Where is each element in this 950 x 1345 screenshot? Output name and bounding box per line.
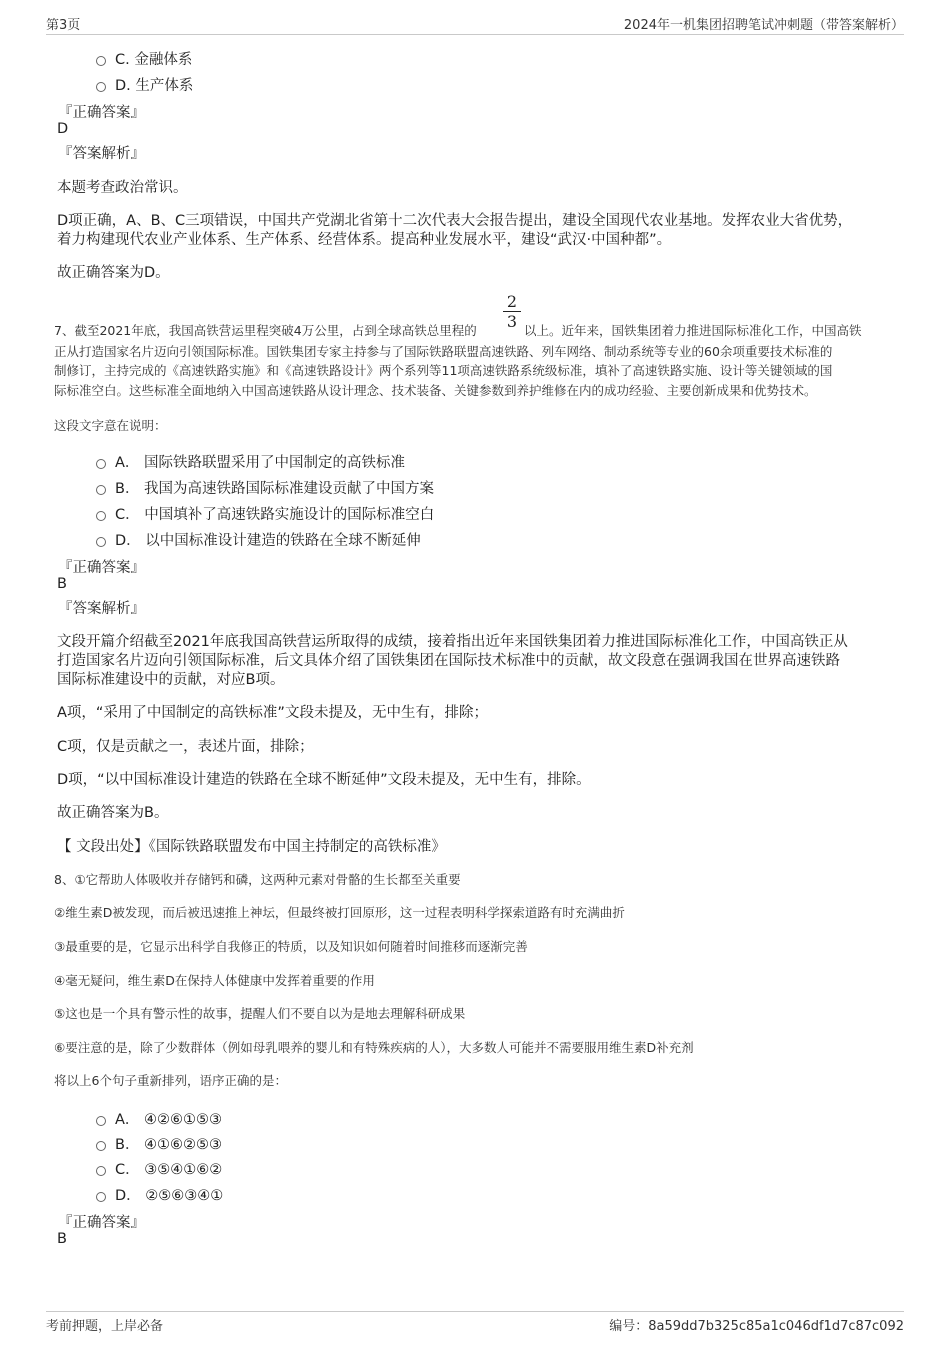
option-label: D. 生产体系 <box>115 78 194 94</box>
option-label: C． 中国填补了高速铁路实施设计的国际标准空白 <box>115 507 435 523</box>
q8-prompt: 将以上6个句子重新排列，语序正确的是： <box>54 1073 287 1088</box>
q7-analysis-c: C项，仅是贡献之一，表述片面，排除； <box>57 739 314 755</box>
q7-analysis-label: 『答案解析』 <box>58 601 145 617</box>
q8-answer-value: B <box>57 1231 67 1247</box>
document-code: 编号：8a59dd7b325c85a1c046df1d7c87c092 <box>609 1319 904 1334</box>
q6-answer-value: D <box>57 121 69 137</box>
q8-option-c[interactable] <box>96 1158 222 1179</box>
option-label: D． ②⑤⑥③④① <box>115 1188 224 1204</box>
q7-stem-line: 正从打造国家名片迈向引领国际标准。国铁集团专家主持参与了国际铁路联盟高速铁路、列车网络、制动系统等专业的60余项重要技术标准的 <box>54 344 833 359</box>
q7-answer-value: B <box>57 576 67 592</box>
q8-sentence: ⑤这也是一个具有警示性的故事，提醒人们不要自以为是地去理解科研成果 <box>54 1006 466 1021</box>
radio-icon[interactable] <box>96 485 106 495</box>
radio-icon[interactable] <box>96 1116 106 1126</box>
option-label: D． 以中国标准设计建造的铁路在全球不断延伸 <box>115 533 421 549</box>
q8-option-a[interactable] <box>96 1108 222 1129</box>
q6-analysis-line: 着力构建现代农业产业体系、生产体系、经营体系。提高种业发展水平，建设“武汉·中国种都”。 <box>57 232 672 248</box>
q7-source: 【 文段出处】《国际铁路联盟发布中国主持制定的高铁标准》 <box>57 839 446 855</box>
q7-option-a[interactable] <box>96 451 405 472</box>
q7-analysis-end: 故正确答案为B。 <box>57 805 169 821</box>
q8-answer-label: 『正确答案』 <box>58 1215 145 1231</box>
page-footer <box>46 1311 904 1334</box>
fraction-two-thirds <box>503 293 521 330</box>
q7-stem-after: 以上。近年来，国铁集团着力推进国际标准化工作，中国高铁 <box>524 323 862 338</box>
radio-icon[interactable] <box>96 1166 106 1176</box>
radio-icon[interactable] <box>96 1141 106 1151</box>
q6-option-d[interactable] <box>96 74 193 95</box>
q8-sentence: ④毫无疑问，维生素D在保持人体健康中发挥着重要的作用 <box>54 973 375 988</box>
radio-icon[interactable] <box>96 56 106 66</box>
q7-stem-line: 制修订，主持完成的《高速铁路实施》和《高速铁路设计》两个系列等11项高速铁路系统级标准，填补了高速铁路实施、设计等关键领域的国 <box>54 363 833 378</box>
radio-icon[interactable] <box>96 511 106 521</box>
q7-analysis-d: D项，“以中国标准设计建造的铁路在全球不断延伸”文段未提及，无中生有，排除。 <box>57 772 591 788</box>
option-label: A． ④②⑥①⑤③ <box>115 1112 223 1128</box>
q8-option-b[interactable] <box>96 1133 222 1154</box>
q6-answer-label: 『正确答案』 <box>58 105 145 121</box>
footer-slogan: 考前押题，上岸必备 <box>46 1319 164 1334</box>
radio-icon[interactable] <box>96 1192 106 1202</box>
q8-sentence: ③最重要的是，它显示出科学自我修正的特质，以及知识如何随着时间推移而逐渐完善 <box>54 939 528 954</box>
q8-option-d[interactable] <box>96 1184 223 1205</box>
q6-analysis-label: 『答案解析』 <box>58 146 145 162</box>
q7-answer-label: 『正确答案』 <box>58 560 145 576</box>
fraction-numerator: 2 <box>506 292 518 311</box>
page-number: 第3页 <box>46 18 81 33</box>
q7-option-c[interactable] <box>96 503 434 524</box>
page-header <box>46 14 904 35</box>
q7-option-d[interactable] <box>96 529 421 550</box>
q8-sentence: ⑥要注意的是，除了少数群体（例如母乳喂养的婴儿和有特殊疾病的人），大多数人可能并不需要服用维生素D补充剂 <box>54 1040 694 1055</box>
q8-sentence: 8、①它帮助人体吸收并存储钙和磷，这两种元素对骨骼的生长都至关重要 <box>54 872 461 887</box>
option-label: C． ③⑤④①⑥② <box>115 1162 223 1178</box>
q6-option-c[interactable] <box>96 48 192 69</box>
option-label: B． ④①⑥②⑤③ <box>115 1137 223 1153</box>
radio-icon[interactable] <box>96 459 106 469</box>
option-label: A． 国际铁路联盟采用了中国制定的高铁标准 <box>115 455 406 471</box>
fraction-denominator: 3 <box>506 312 518 331</box>
q7-stem-first: 7、截至2021年底，我国高铁营运里程突破4万公里，占到全球高铁总里程的 <box>54 323 477 338</box>
option-label: C. 金融体系 <box>115 52 193 68</box>
q8-sentence: ②维生素D被发现，而后被迅速推上神坛，但最终被打回原形，这一过程表明科学探索道路有时充满曲折 <box>54 905 625 920</box>
document-title: 2024年一机集团招聘笔试冲刺题（带答案解析） <box>623 18 904 33</box>
option-label: B． 我国为高速铁路国际标准建设贡献了中国方案 <box>115 481 435 497</box>
radio-icon[interactable] <box>96 82 106 92</box>
q7-prompt: 这段文字意在说明： <box>54 418 167 433</box>
q7-analysis-line: 打造国家名片迈向引领国际标准，后文具体介绍了国铁集团在国际技术标准中的贡献，故文段意在强调我国在世界高速铁路 <box>57 653 840 669</box>
q6-analysis-line: 故正确答案为D。 <box>57 265 170 281</box>
q6-analysis-line: D项正确，A、B、C三项错误，中国共产党湖北省第十二次代表大会报告提出，建设全国现代农业基地。发挥农业大省优势， <box>57 213 853 229</box>
q6-analysis-line: 本题考查政治常识。 <box>57 180 188 196</box>
q7-option-b[interactable] <box>96 477 434 498</box>
radio-icon[interactable] <box>96 537 106 547</box>
q7-stem-line: 际标准空白。这些标准全面地纳入中国高速铁路从设计理念、技术装备、关键参数到养护维修在内的成功经验、主要创新成果和优势技术。 <box>54 383 817 398</box>
q7-analysis-line: 文段开篇介绍截至2021年底我国高铁营运所取得的成绩，接着指出近年来国铁集团着力推进国际标准化工作，中国高铁正从 <box>57 634 848 650</box>
q7-analysis-line: 国际标准建设中的贡献，对应B项。 <box>57 672 285 688</box>
q7-analysis-a: A项，“采用了中国制定的高铁标准”文段未提及，无中生有，排除； <box>57 705 488 721</box>
